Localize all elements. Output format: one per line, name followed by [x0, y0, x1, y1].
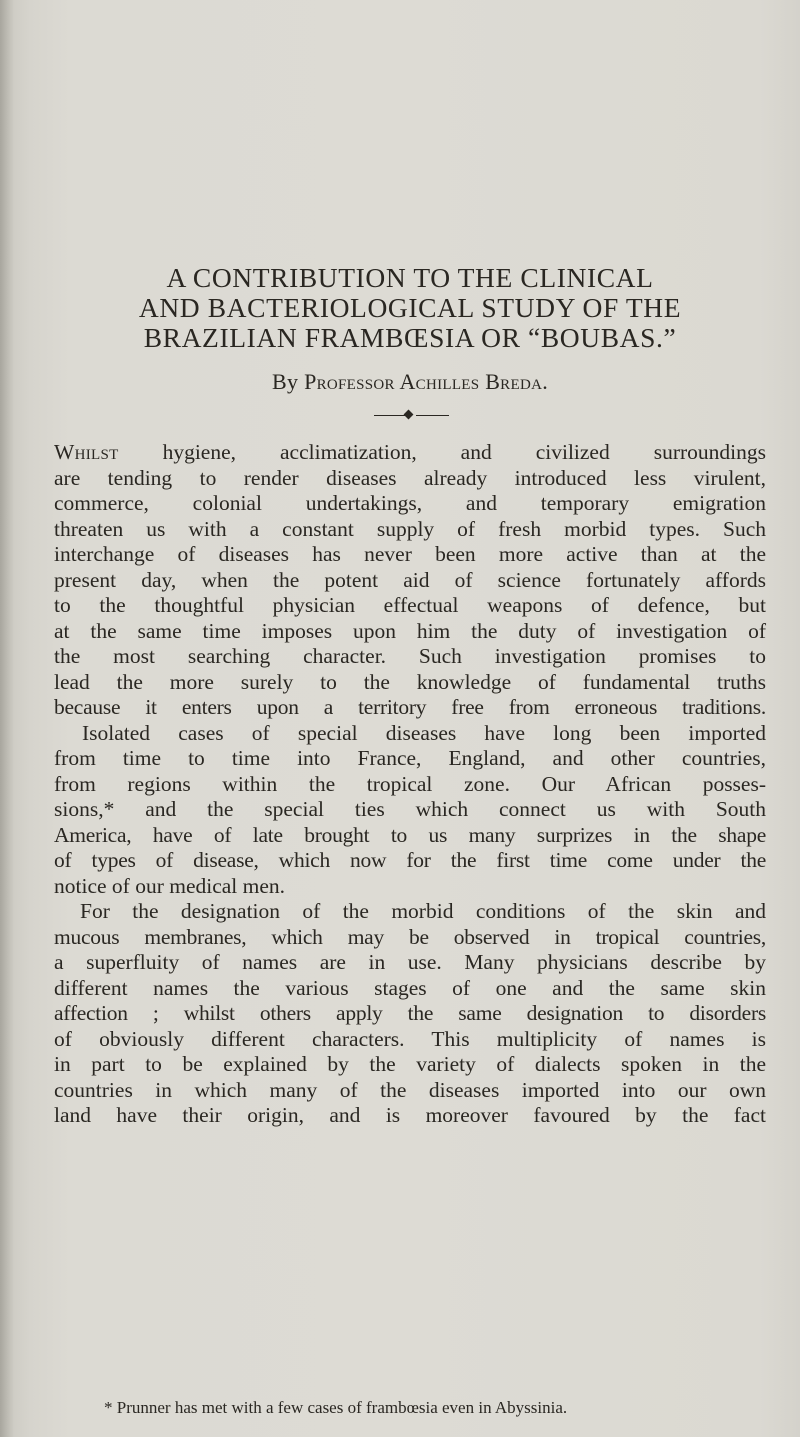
- article-title: [54, 263, 766, 353]
- paragraph-2-line-6: of types of disease, which now for the first time come under the: [54, 848, 766, 872]
- paragraph-3-line-2: mucous membranes, which may be observed in tropical countries,: [54, 924, 766, 949]
- paragraph-3-line-8: countries in which many of the diseases imported into our own: [54, 1077, 766, 1102]
- diamond-ornament-icon: [404, 410, 414, 420]
- paragraph-3-line-9: land have their origin, and is moreover favoured by the fact: [54, 1103, 766, 1127]
- paragraph-2-line-5: America, have of late brought to us many surprizes in the shape: [54, 822, 766, 847]
- author-name: Professor Achilles Breda.: [304, 369, 549, 394]
- title-line-3: BRAZILIAN FRAMBŒSIA OR “BOUBAS.”: [143, 322, 677, 353]
- paragraph-3-line-7: in part to be explained by the variety of dialects spoken in the: [54, 1052, 766, 1076]
- paragraph-1-line-10: lead the more surely to the knowledge of fundamental truths: [54, 669, 766, 694]
- author-byline: [54, 367, 766, 397]
- divider-rule-left: [374, 415, 407, 416]
- paragraph-2-line-1: Isolated cases of special diseases have long been imported: [82, 720, 766, 745]
- paragraph-3-line-4: different names the various stages of one and the same skin: [54, 975, 766, 1000]
- paragraph-1-line-3: commerce, colonial undertakings, and temporary emigration: [54, 491, 766, 515]
- paragraph-1-line-7: to the thoughtful physician effectual weapons of defence, but: [54, 593, 766, 617]
- paragraph-3-line-6: of obviously different characters. This multiplicity of names is: [54, 1026, 766, 1051]
- paragraph-3-line-5: affection ; whilst others apply the same designation to disorders: [54, 1001, 766, 1025]
- paragraph-3: [54, 899, 766, 1129]
- article-body: [54, 440, 766, 1129]
- paragraph-2: [54, 721, 766, 900]
- paragraph-2-line-4: sions,* and the special ties which connect us with South: [54, 797, 766, 821]
- paragraph-1-line-1: Whilst hygiene, acclimatization, and civilized surroundings: [54, 440, 766, 464]
- page-binding-edge: [0, 0, 14, 1437]
- divider-rule-right: [416, 415, 449, 416]
- paragraph-1-line-5: interchange of diseases has never been more active than at the: [54, 542, 766, 566]
- paragraph-3-line-1: For the designation of the morbid conditions of the skin and: [80, 899, 766, 923]
- article: [54, 263, 766, 1129]
- paragraph-1-line-6: present day, when the potent aid of science fortunately affords: [54, 567, 766, 592]
- paragraph-1-line-2: are tending to render diseases already introduced less virulent,: [54, 465, 766, 490]
- paragraph-2-line-3: from regions within the tropical zone. Our African posses-: [54, 771, 766, 796]
- opening-word: Whilst: [54, 440, 119, 464]
- paragraph-2-line-7: notice of our medical men.: [54, 873, 286, 898]
- footnote: * Prunner has met with a few cases of frambœsia even in Abyssinia.: [104, 1398, 568, 1417]
- ornamental-divider: [54, 406, 766, 426]
- title-line-1: A CONTRIBUTION TO THE CLINICAL: [166, 262, 654, 293]
- byline-prefix: By: [271, 369, 305, 394]
- paragraph-1: [54, 440, 766, 721]
- paragraph-1-line-4: threaten us with a constant supply of fresh morbid types. Such: [54, 516, 766, 541]
- paragraph-1-line-11: because it enters upon a territory free from erroneous traditions.: [54, 695, 766, 719]
- paragraph-1-line-8: at the same time imposes upon him the duty of investigation of: [54, 618, 766, 643]
- paragraph-1-line-9: the most searching character. Such investigation promises to: [54, 644, 766, 668]
- paragraph-3-line-3: a superfluity of names are in use. Many physicians describe by: [54, 950, 766, 974]
- title-line-2: AND BACTERIOLOGICAL STUDY OF THE: [138, 292, 682, 323]
- paragraph-2-line-2: from time to time into France, England, and other countries,: [54, 746, 766, 770]
